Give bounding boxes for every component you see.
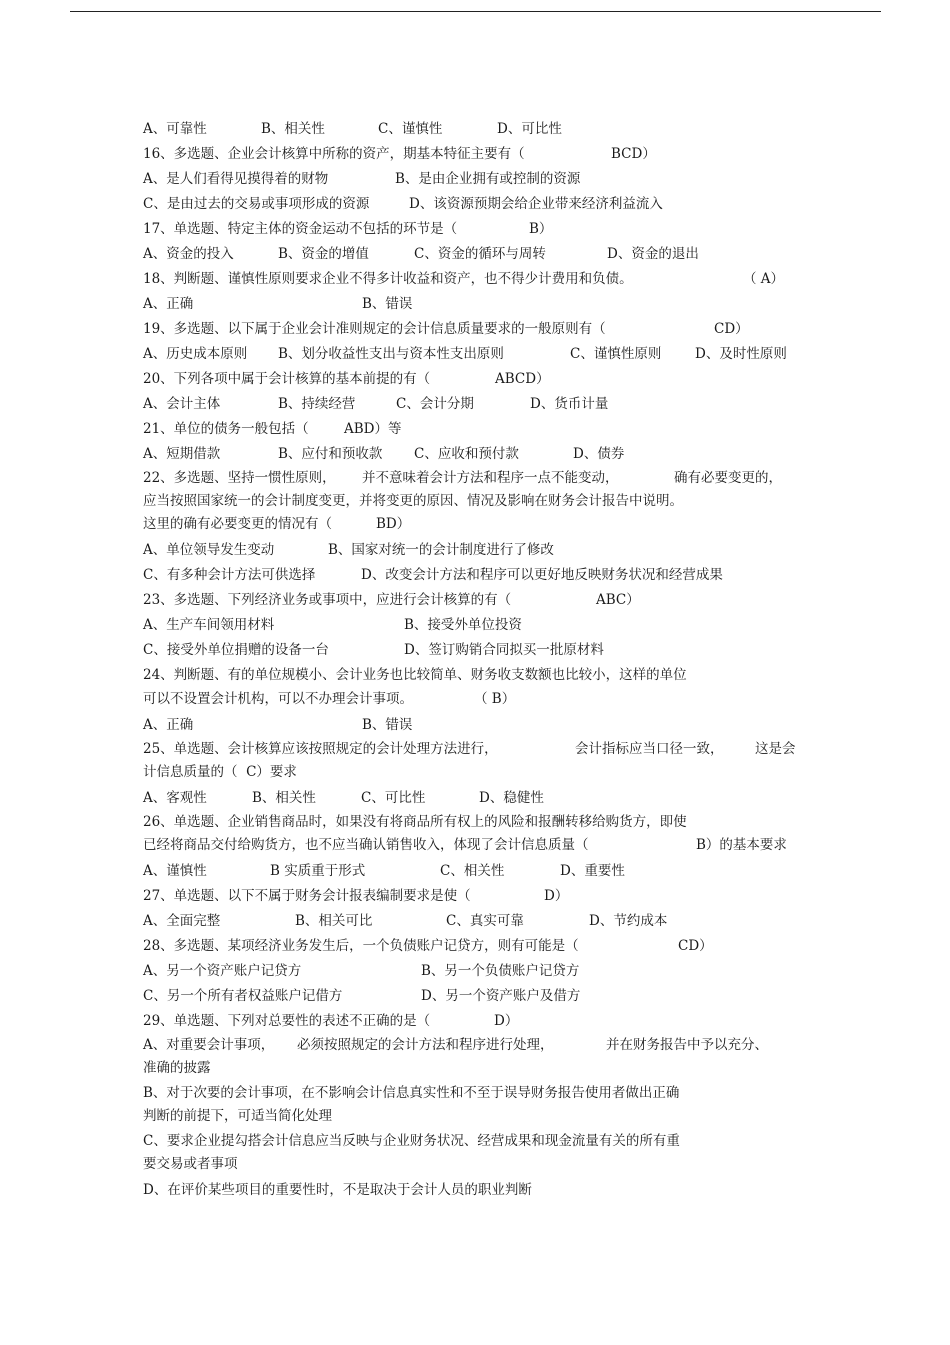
q19-options	[143, 342, 843, 367]
q22-text-1b: 并不意味着会计方法和程序一点不能变动，	[362, 470, 619, 486]
q23-answer: ABC）	[596, 592, 640, 608]
q25-text-1c: 这是会	[755, 741, 796, 757]
q26-option-d: D、重要性	[560, 863, 625, 879]
q19-option-c: C、谨慎性原则	[570, 346, 662, 362]
q22-text-3: 这里的确有必要变更的情况有（	[143, 516, 332, 532]
q29-option-b-1: B、对于次要的会计事项，在不影响会计信息真实性和不至于误导财务报告使用者做出正确	[143, 1085, 680, 1101]
q27-question: 27、单选题、以下不属于财务会计报表编制要求是使（	[143, 888, 471, 904]
q25-line1	[143, 738, 843, 761]
q28-option-d: D、另一个资产账户及借方	[421, 988, 581, 1004]
q16-option-a: A、是人们看得见摸得着的财物	[143, 171, 329, 187]
q18-stem	[143, 267, 843, 292]
q24-line2	[143, 688, 843, 711]
q25-option-d: D、稳健性	[479, 790, 544, 806]
q17-option-b: B、资金的增值	[278, 246, 369, 262]
q24-line1	[143, 663, 843, 688]
q29-stem	[143, 1009, 843, 1034]
q25-option-c: C、可比性	[361, 790, 426, 806]
q22-option-d: D、改变会计方法和程序可以更好地反映财务状况和经营成果	[361, 567, 723, 583]
q28-option-a: A、另一个资产账户记贷方	[143, 963, 302, 979]
q21-question: 21、单位的债务一般包括（	[143, 421, 309, 437]
q15-option-d: D、可比性	[497, 121, 562, 137]
q23-options-row2	[143, 638, 843, 663]
q18-option-b: B、错误	[362, 296, 413, 312]
q24-text-2: 可以不设置会计机构，可以不办理会计事项。	[143, 691, 413, 707]
q20-stem	[143, 367, 843, 392]
q21-option-b: B、应付和预收款	[278, 446, 383, 462]
q29-option-c-1: C、要求企业提勾搭会计信息应当反映与企业财务状况、经营成果和现金流量有关的所有重	[143, 1133, 680, 1149]
q17-question: 17、单选题、特定主体的资金运动不包括的环节是（	[143, 221, 458, 237]
q16-option-d: D、该资源预期会给企业带来经济利益流入	[409, 196, 663, 212]
q26-option-a: A、谨慎性	[143, 863, 207, 879]
q26-line1	[143, 811, 843, 834]
q18-answer: （ A）	[743, 271, 785, 287]
q26-option-b: B 实质重于形式	[270, 863, 366, 879]
q27-option-c: C、真实可靠	[446, 913, 524, 929]
q29-option-b-2: 判断的前提下，可适当简化处理	[143, 1108, 332, 1124]
q21-option-a: A、短期借款	[143, 446, 221, 462]
q29-option-d-1: D、在评价某些项目的重要性时，不是取决于会计人员的职业判断	[143, 1182, 532, 1198]
q17-option-c: C、资金的循环与周转	[414, 246, 546, 262]
q27-option-d: D、节约成本	[589, 913, 668, 929]
q17-stem	[143, 217, 843, 242]
q29-answer: D）	[494, 1013, 519, 1029]
header-rule	[70, 11, 881, 12]
q28-answer: CD）	[678, 938, 713, 954]
q15-options	[143, 117, 843, 142]
q25-text-1a: 25、单选题、会计核算应该按照规定的会计处理方法进行，	[143, 741, 498, 757]
q19-option-a: A、历史成本原则	[143, 346, 248, 362]
q17-options	[143, 242, 843, 267]
q16-option-c: C、是由过去的交易或事项形成的资源	[143, 196, 370, 212]
document-body	[143, 117, 843, 1203]
q29-option-a-line1	[143, 1034, 843, 1057]
q25-option-b: B、相关性	[252, 790, 316, 806]
q29-option-a-line2	[143, 1057, 843, 1080]
q28-options-row1	[143, 959, 843, 984]
q22-text-2: 应当按照国家统一的会计制度变更，并将变更的原因、情况及影响在财务会计报告中说明。	[143, 493, 683, 509]
q29-option-d-line1	[143, 1178, 843, 1203]
q19-question: 19、多选题、以下属于企业会计准则规定的会计信息质量要求的一般原则有（	[143, 321, 606, 337]
q25-line2	[143, 761, 843, 784]
q20-options	[143, 392, 843, 417]
q19-option-b: B、划分收益性支出与资本性支出原则	[278, 346, 504, 362]
q22-line3	[143, 513, 843, 536]
q26-text-1: 26、单选题、企业销售商品时，如果没有将商品所有权上的风险和报酬转移给购货方，即使	[143, 814, 687, 830]
q23-option-a: A、生产车间领用材料	[143, 617, 275, 633]
q22-option-a: A、单位领导发生变动	[143, 542, 275, 558]
q24-text-1: 24、判断题、有的单位规模小、会计业务也比较简单、财务收支数额也比较小，这样的单位	[143, 667, 687, 683]
q19-answer: CD）	[714, 321, 749, 337]
q20-option-a: A、会计主体	[143, 396, 221, 412]
q23-option-b: B、接受外单位投资	[404, 617, 522, 633]
q28-option-c: C、另一个所有者权益账户记借方	[143, 988, 343, 1004]
q17-answer: B）	[529, 221, 553, 237]
q23-question: 23、多选题、下列经济业务或事项中，应进行会计核算的有（	[143, 592, 512, 608]
q27-options	[143, 909, 843, 934]
q25-text-2: 计信息质量的（ C）要求	[143, 764, 297, 780]
q21-options	[143, 442, 843, 467]
q22-text-1a: 22、多选题、坚持一惯性原则，	[143, 470, 336, 486]
q15-option-c: C、谨慎性	[378, 121, 443, 137]
q18-options	[143, 292, 843, 317]
q20-option-c: C、会计分期	[396, 396, 474, 412]
q29-option-b-line1	[143, 1082, 843, 1105]
q29-option-a-1b: 必须按照规定的会计方法和程序进行处理，	[297, 1037, 554, 1053]
q24-options	[143, 713, 843, 738]
q18-question: 18、判断题、谨慎性原则要求企业不得多计收益和资产，也不得少计费用和负债。	[143, 271, 633, 287]
q29-option-c-line1	[143, 1130, 843, 1153]
q26-options	[143, 859, 843, 884]
q27-answer: D）	[544, 888, 569, 904]
q22-text-1c: 确有必要变更的，	[674, 470, 782, 486]
q23-option-c: C、接受外单位捐赠的设备一台	[143, 642, 329, 658]
q20-question: 20、下列各项中属于会计核算的基本前提的有（	[143, 371, 431, 387]
q21-option-d: D、债券	[573, 446, 625, 462]
q29-question: 29、单选题、下列对总要性的表述不正确的是（	[143, 1013, 431, 1029]
q29-option-a-1a: A、对重要会计事项，	[143, 1037, 275, 1053]
q16-options-row2	[143, 192, 843, 217]
q25-options	[143, 786, 843, 811]
q22-option-b: B、国家对统一的会计制度进行了修改	[328, 542, 554, 558]
q29-option-c-2: 要交易或者事项	[143, 1156, 238, 1172]
q27-stem	[143, 884, 843, 909]
q15-option-b: B、相关性	[261, 121, 325, 137]
q19-stem	[143, 317, 843, 342]
q28-option-b: B、另一个负债账户记贷方	[421, 963, 580, 979]
q19-option-d: D、及时性原则	[695, 346, 787, 362]
q16-options-row1	[143, 167, 843, 192]
q22-option-c: C、有多种会计方法可供选择	[143, 567, 316, 583]
q29-option-a-2: 准确的披露	[143, 1060, 211, 1076]
q20-option-b: B、持续经营	[278, 396, 356, 412]
q21-option-c: C、应收和预付款	[414, 446, 519, 462]
q29-option-c-line2	[143, 1153, 843, 1176]
q20-answer: ABCD）	[495, 371, 550, 387]
q29-option-a-1c: 并在财务报告中予以充分、	[606, 1037, 768, 1053]
q23-options-row1	[143, 613, 843, 638]
q23-stem	[143, 588, 843, 613]
q23-option-d: D、签订购销合同拟买一批原材料	[404, 642, 604, 658]
q25-option-a: A、客观性	[143, 790, 207, 806]
q22-line2	[143, 490, 843, 513]
q15-option-a: A、可靠性	[143, 121, 207, 137]
q16-option-b: B、是由企业拥有或控制的资源	[395, 171, 581, 187]
q22-line1	[143, 467, 843, 490]
q26-answer: B）的基本要求	[696, 837, 787, 853]
q26-text-2: 已经将商品交付给购货方，也不应当确认销售收入，体现了会计信息质量（	[143, 837, 589, 853]
q22-answer: BD）	[376, 516, 411, 532]
q16-question: 16、多选题、企业会计核算中所称的资产，期基本特征主要有（	[143, 146, 525, 162]
q20-option-d: D、货币计量	[530, 396, 609, 412]
q27-option-a: A、全面完整	[143, 913, 221, 929]
q25-text-1b: 会计指标应当口径一致，	[575, 741, 724, 757]
q24-option-b: B、错误	[362, 717, 413, 733]
q28-options-row2	[143, 984, 843, 1009]
q24-option-a: A、正确	[143, 717, 194, 733]
q29-option-b-line2	[143, 1105, 843, 1128]
q16-answer: BCD）	[611, 146, 656, 162]
q26-line2	[143, 834, 843, 857]
q26-option-c: C、相关性	[440, 863, 505, 879]
q18-option-a: A、正确	[143, 296, 194, 312]
q17-option-d: D、资金的退出	[607, 246, 699, 262]
q21-answer: ABD）等	[344, 421, 402, 437]
q27-option-b: B、相关可比	[295, 913, 373, 929]
q21-stem	[143, 417, 843, 442]
q22-options-row2	[143, 563, 843, 588]
q16-stem	[143, 142, 843, 167]
q28-stem	[143, 934, 843, 959]
q24-answer: （ B）	[474, 691, 516, 707]
q28-question: 28、多选题、某项经济业务发生后，一个负债账户记贷方，则有可能是（	[143, 938, 579, 954]
q22-options-row1	[143, 538, 843, 563]
q17-option-a: A、资金的投入	[143, 246, 234, 262]
